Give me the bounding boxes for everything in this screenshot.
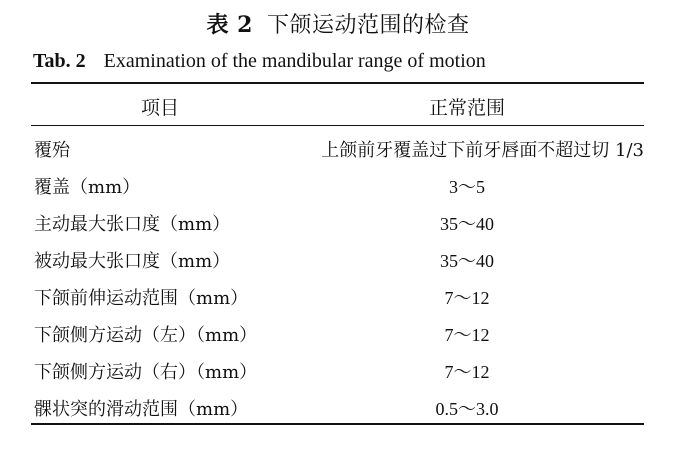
table-row [31,387,644,424]
row-item: 下颌侧方运动（左）（mm） [34,325,258,346]
column-header-normal-range: 正常范围 [428,97,505,119]
row-item: 覆殆 [34,140,70,161]
table-title-english-text: Examination of the mandibular range of motion [103,50,486,72]
table-row [31,350,644,387]
table-row [31,313,644,350]
table-title-chinese-text: 下颌运动范围的检查 [266,13,470,38]
row-item: 覆盖（mm） [34,177,141,198]
row-range: 7～12 [444,325,490,345]
row-range: 35～40 [440,251,494,271]
row-range: 35～40 [440,214,494,234]
table-header-rule [31,125,644,126]
table-row [31,276,644,313]
row-range: 7～12 [444,288,490,308]
table-row [31,202,644,239]
row-item: 髁状突的滑动范围（mm） [34,399,249,420]
row-item: 被动最大张口度（mm） [34,251,231,272]
table-number-chinese: 表 2 [206,12,253,38]
table-row [31,239,644,276]
table-row [31,128,644,165]
table-top-rule [31,82,644,84]
row-range: 上颌前牙覆盖过下前牙唇面不超过切 1/3 [321,140,644,161]
column-header-item: 项目 [140,97,179,119]
row-item: 下颌侧方运动（右）（mm） [34,362,258,383]
row-item: 下颌前伸运动范围（mm） [34,288,249,309]
row-range: 3～5 [449,177,485,197]
table-title-english [33,50,486,73]
table-title-chinese [0,8,676,39]
row-range: 0.5～3.0 [435,399,499,419]
table-row [31,165,644,202]
table-body [31,128,644,424]
table-number-english: Tab. 2 [33,50,86,72]
row-range: 7～12 [444,362,490,382]
table-bottom-rule [31,423,644,425]
row-item: 主动最大张口度（mm） [34,214,231,235]
